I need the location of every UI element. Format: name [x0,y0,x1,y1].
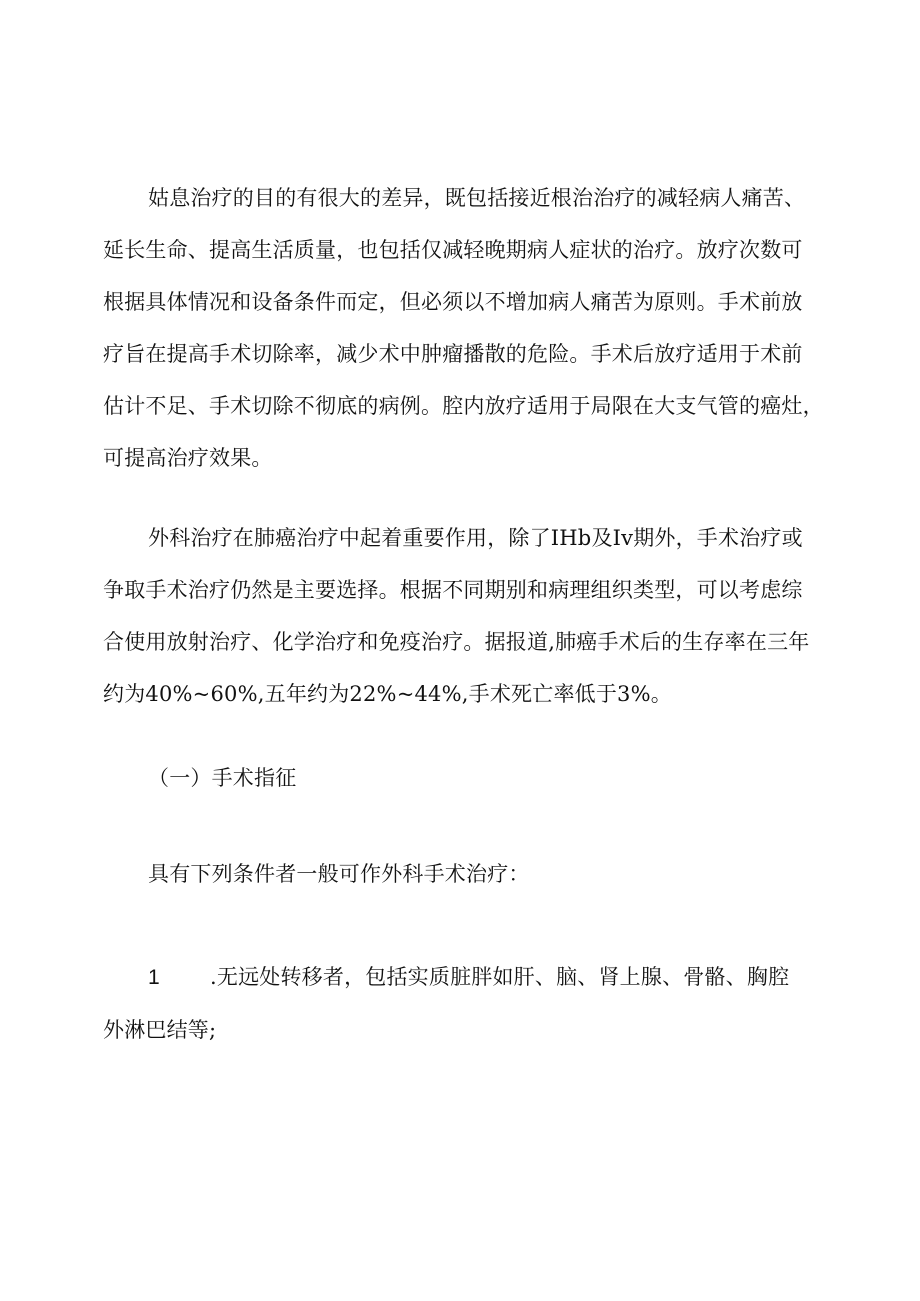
paragraph-line: 疗旨在提高手术切除率，减少术中肿瘤播散的危险。手术后放疗适用于术前 [103,342,803,366]
paragraph-line: 争取手术治疗仍然是主要选择。根据不同期别和病理组织类型，可以考虑综 [103,578,803,602]
paragraph-line: 合使用放射治疗、化学治疗和免疫治疗。据报道,肺癌手术后的生存率在三年 [103,630,810,654]
paragraph-line: 估计不足、手术切除不彻底的病例。腔内放疗适用于局限在大支气管的癌灶， [103,394,824,418]
paragraph-line: 外科治疗在肺癌治疗中起着重要作用，除了IHb及Iv期外，手术治疗或 [148,526,803,550]
paragraph-surgical-treatment [103,512,833,720]
list-item-text: .无远处转移者，包括实质脏胖如肝、脑、肾上腺、骨骼、胸腔 [210,965,790,989]
paragraph-palliative-treatment [103,172,833,484]
list-item-1 [103,951,833,1056]
section-heading-text: （一）手术指征 [148,766,297,790]
paragraph-line: 根据具体情况和设备条件而定，但必须以不增加病人痛苦为原则。手术前放 [103,290,803,314]
list-item-line: 外淋巴结等; [103,1018,217,1042]
list-item-first-line [103,951,833,1004]
paragraph-line: 姑息治疗的目的有很大的差异，既包括接近根治治疗的减轻病人痛苦、 [148,186,806,210]
paragraph-line: 具有下列条件者一般可作外科手术治疗： [148,862,530,886]
paragraph-line: 约为40%~60%,五年约为22%~44%,手术死亡率低于3%。 [103,682,672,706]
paragraph-line: 可提高治疗效果。 [103,446,273,470]
list-item-number: 1 [148,966,160,989]
paragraph-line: 延长生命、提高生活质量，也包括仅减轻晚期病人症状的治疗。放疗次数可 [103,238,803,262]
section-heading [148,752,878,804]
paragraph-conditions-intro [148,848,878,900]
